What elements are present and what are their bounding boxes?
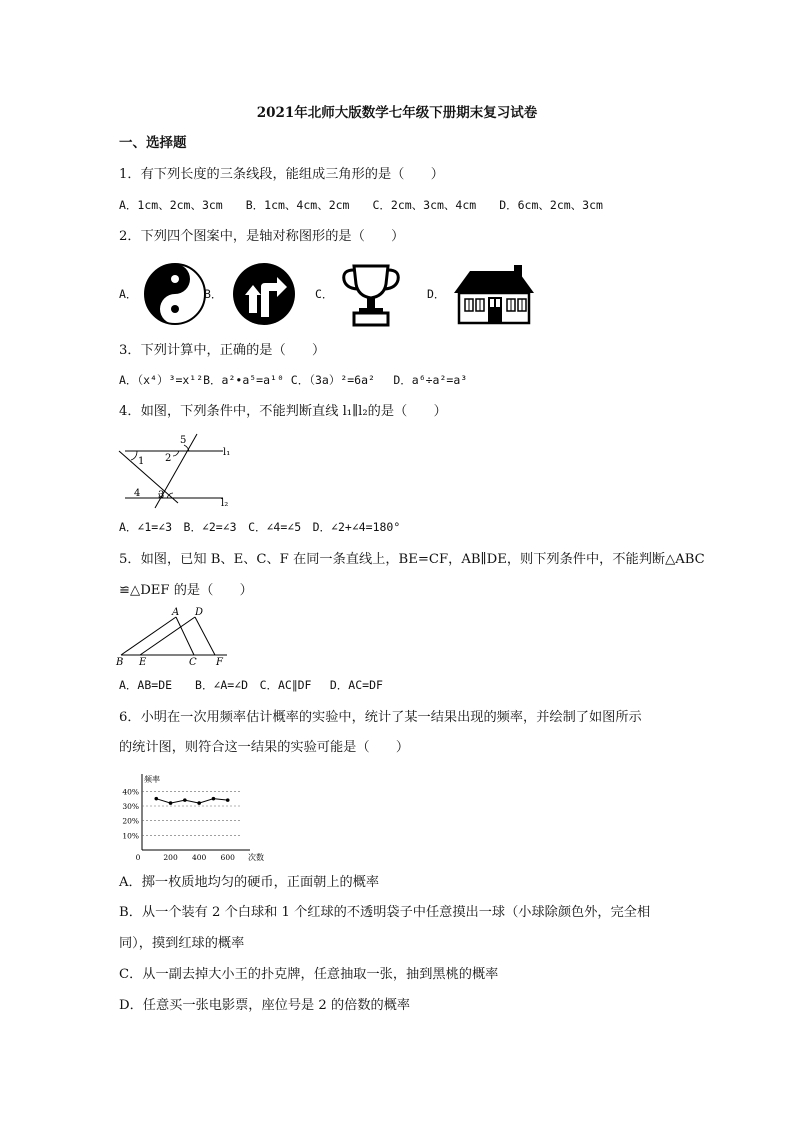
- option-d-label: D．: [427, 287, 446, 301]
- x-tick-label: 400: [191, 853, 207, 862]
- question-5-options: A．AB=DE B．∠A=∠D C．AC∥DF D．AC=DF: [119, 678, 383, 692]
- section-heading: 一、选择题: [119, 135, 187, 151]
- question-6-option-a: A．掷一枚质地均匀的硬币，正面朝上的概率: [119, 875, 380, 890]
- turn-arrow-sign-icon: [231, 261, 297, 327]
- point-d-label: D: [195, 607, 204, 618]
- data-point: [169, 801, 173, 805]
- parallel-lines-figure: [115, 432, 240, 514]
- angle-5-label: 5: [180, 435, 187, 446]
- data-point: [212, 797, 216, 801]
- question-5-stem-line2: ≌△DEF 的是（ ）: [119, 583, 253, 598]
- x-tick-label: 200: [163, 853, 178, 862]
- question-6-stem-line2: 的统计图，则符合这一结果的实验可能是（ ）: [119, 740, 410, 755]
- angle-4-label: 4: [134, 488, 141, 499]
- question-2-stem: 2．下列四个图案中，是轴对称图形的是（ ）: [119, 229, 405, 244]
- question-6-option-b-line2: 同），摸到红球的概率: [119, 936, 245, 951]
- question-1-options: A．1cm、2cm、3cm B．1cm、4cm、2cm C．2cm、3cm、4cm D．6cm、2cm、3cm: [119, 198, 603, 212]
- angle-1-label: 1: [138, 456, 145, 467]
- question-6-stem-line1: 6．小明在一次用频率估计概率的实验中，统计了某一结果出现的频率，并绘制了如图所示: [119, 710, 642, 725]
- question-3-options: A．（x⁴）³=x¹²B．a²•a⁵=a¹⁰ C．（3a）²=6a² D．a⁶÷a²=a³: [119, 373, 468, 387]
- angle-3-label: 3: [158, 490, 165, 501]
- house-icon: [452, 263, 536, 325]
- y-tick-label: 40%: [122, 787, 139, 797]
- question-6-option-d: D．任意买一张电影票，座位号是 2 的倍数的概率: [119, 998, 411, 1013]
- angle-2-label: 2: [165, 453, 172, 464]
- point-a-label: A: [172, 607, 180, 618]
- question-5-stem-line1: 5．如图，已知 B、E、C、F 在同一条直线上，BE=CF，AB∥DE，则下列条件中，不能判断△ABC: [119, 552, 705, 567]
- x-axis-label: 次数: [248, 853, 264, 862]
- series-line: [156, 799, 227, 803]
- point-f-label: F: [216, 657, 223, 667]
- x-tick-label: 600: [220, 853, 235, 862]
- data-point: [183, 798, 187, 802]
- point-e-label: E: [139, 657, 147, 667]
- y-tick-label: 30%: [122, 802, 139, 811]
- option-b-label: B．: [204, 287, 223, 301]
- trophy-icon: [340, 262, 402, 328]
- x-tick-label: 0: [135, 853, 141, 862]
- question-1-stem: 1．有下列长度的三条线段，能组成三角形的是（ ）: [119, 167, 444, 182]
- exam-title: 2021年北师大版数学七年级下册期末复习试卷: [256, 105, 538, 121]
- option-c-label: C．: [315, 287, 334, 301]
- data-point: [226, 798, 230, 802]
- option-a-label: A．: [119, 287, 138, 301]
- data-point: [197, 801, 201, 805]
- question-3-stem: 3．下列计算中，正确的是（ ）: [119, 343, 326, 358]
- point-b-label: B: [116, 657, 124, 667]
- data-point: [154, 797, 158, 801]
- y-axis-label: 频率: [144, 775, 160, 784]
- point-c-label: C: [189, 657, 197, 667]
- yin-yang-icon: [143, 262, 207, 326]
- frequency-chart: [115, 764, 265, 864]
- question-4-options: A．∠1=∠3 B．∠2=∠3 C．∠4=∠5 D．∠2+∠4=180°: [119, 520, 401, 534]
- triangles-figure: [115, 603, 235, 667]
- question-6-option-c: C．从一副去掉大小王的扑克牌，任意抽取一张，抽到黑桃的概率: [119, 967, 499, 982]
- question-4-stem: 4．如图，下列条件中，不能判断直线 l₁∥l₂的是（ ）: [119, 404, 447, 419]
- line-l2-label: l₂: [221, 498, 229, 509]
- line-l1-label: l₁: [223, 447, 231, 458]
- y-tick-label: 20%: [122, 816, 139, 826]
- question-6-option-b-line1: B．从一个装有 2 个白球和 1 个红球的不透明袋子中任意摸出一球（小球除颜色外，完全相: [119, 905, 651, 920]
- y-tick-label: 10%: [122, 831, 139, 841]
